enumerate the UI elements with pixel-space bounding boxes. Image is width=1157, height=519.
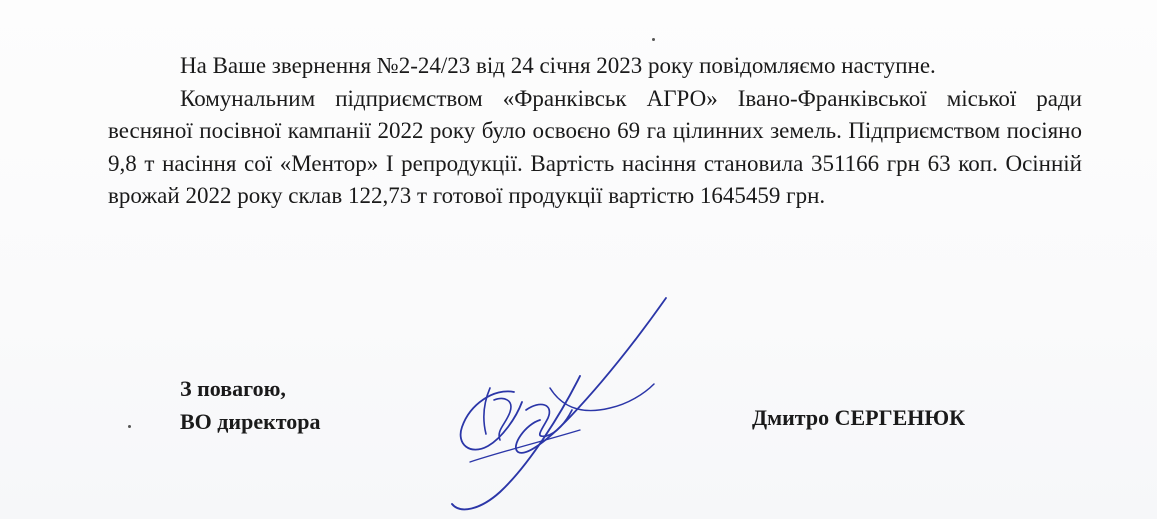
scan-speck bbox=[128, 425, 131, 428]
scan-speck bbox=[652, 38, 655, 41]
closing-block bbox=[180, 372, 321, 438]
handwritten-signature bbox=[430, 292, 690, 517]
paragraph-reply-intro: На Ваше звернення №2-24/23 від 24 січня 2023 року повідомляємо наступне. bbox=[180, 53, 936, 78]
closing-position: ВО директора bbox=[180, 409, 321, 434]
closing-regards: З повагою, bbox=[180, 376, 286, 401]
letter-body bbox=[108, 50, 1082, 213]
paragraph-report-details: Комунальним підприємством «Франківськ АГРО» Івано-Франківської міської ради весняної посівної кампанії 2022 року було освоєно 69 га цілинних земель. Підприємством посіяно 9,8 т насіння сої «Ментор» І репродукції. Вартість насіння становила 351166 грн 63 коп. Осінній врожай 2022 року склав 122,73 т готової продукції вартістю 1645459 грн. bbox=[108, 85, 1082, 208]
signer-name: Дмитро СЕРГЕНЮК bbox=[752, 405, 966, 430]
